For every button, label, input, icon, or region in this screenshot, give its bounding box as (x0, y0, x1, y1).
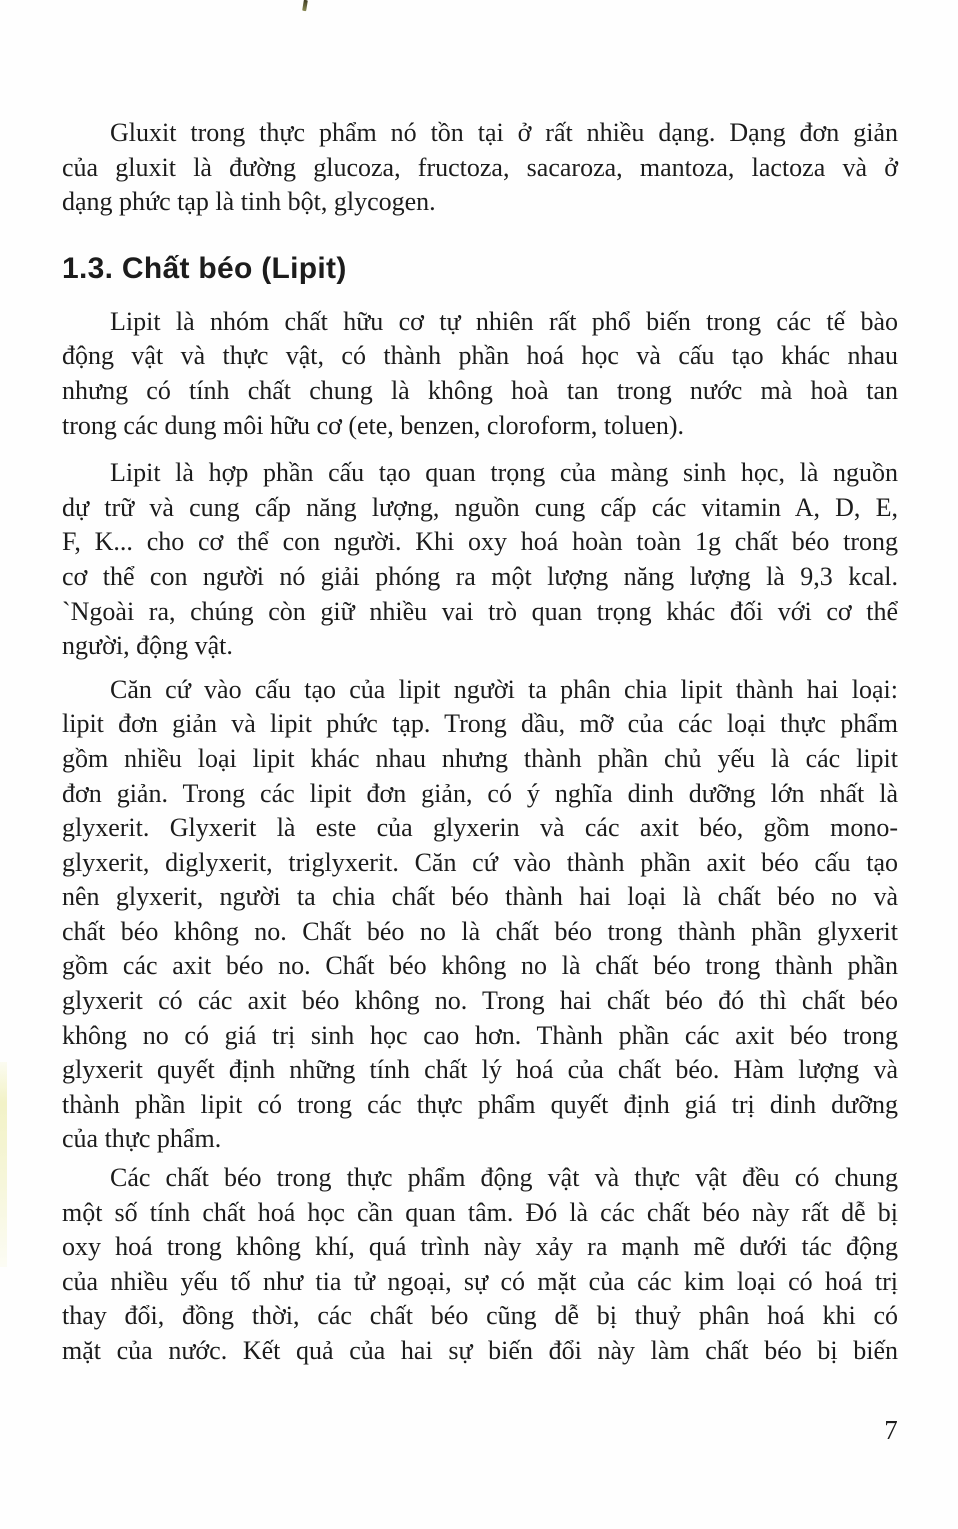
paragraph-lipit-chemical-properties (62, 1161, 898, 1369)
text-line: của nhiều yếu tố như tia tử ngoại, sự có mặt của các kim loại có hoá trị (62, 1266, 898, 1296)
scan-artifact-left-stripe (0, 1062, 7, 1267)
text-line: Lipit là hợp phần cấu tạo quan trọng của màng sinh học, là nguồn (110, 458, 898, 488)
text-line: glyxerit. Glyxerit là este của glyxerin và các axit béo, gồm mono- (62, 813, 898, 843)
text-line: đơn giản. Trong các lipit đơn giản, có ý nghĩa dinh dưỡng lớn nhất là (62, 778, 898, 808)
text-line: `Ngoài ra, chúng còn giữ nhiều vai trò quan trọng khác đối với cơ thể (62, 596, 898, 626)
paragraph-lipit-definition (62, 305, 898, 443)
text-line: Căn cứ vào cấu tạo của lipit người ta phân chia lipit thành hai loại: (110, 674, 898, 704)
text-line: không no có giá trị sinh học cao hơn. Thành phần các axit béo trong (62, 1020, 898, 1050)
text-line: người, động vật. (62, 631, 233, 661)
text-line: lipit đơn giản và lipit phức tạp. Trong dầu, mỡ của các loại thực phẩm (62, 709, 898, 739)
text-line: nên glyxerit, người ta chia chất béo thành hai loại là chất béo no và (62, 882, 898, 912)
text-line: glyxerit, diglyxerit, triglyxerit. Căn cứ vào thành phần axit béo cấu tạo (62, 847, 898, 877)
text-line: chất béo không no. Chất béo no là chất béo trong thành phần glyxerit (62, 916, 898, 946)
text-line: thay đổi, đồng thời, các chất béo cũng dễ bị thuỷ phân hoá khi có (62, 1301, 898, 1331)
text-block (62, 116, 898, 1369)
section-heading: 1.3. Chất béo (Lipit) (62, 251, 347, 285)
paragraph-gluxit (62, 116, 898, 220)
text-line: thành phần lipit có trong các thực phẩm quyết định giá trị dinh dưỡng (62, 1089, 898, 1119)
text-line: của thực phẩm. (62, 1124, 222, 1154)
text-line: của gluxit là đường glucoza, fructoza, sacaroza, mantoza, lactoza và ở (62, 152, 898, 182)
text-line: dự trữ và cung cấp năng lượng, nguồn cung cấp các vitamin A, D, E, (62, 492, 898, 522)
scan-artifact-top-tick (302, 0, 308, 11)
text-line: gồm các axit béo no. Chất béo không no là chất béo trong thành phần (62, 951, 898, 981)
text-line: động vật và thực vật, có thành phần hoá học và cấu tạo khác nhau (62, 341, 898, 371)
text-line: Các chất béo trong thực phẩm động vật và thực vật đều có chung (110, 1163, 898, 1193)
paragraph-lipit-classification (62, 673, 898, 1157)
text-line: glyxerit quyết định những tính chất lý hoá của chất béo. Hàm lượng và (62, 1055, 898, 1085)
text-line: trong các dung môi hữu cơ (ete, benzen, cloroform, toluen). (62, 410, 685, 440)
paragraph-lipit-role (62, 456, 898, 664)
text-line: glyxerit có các axit béo không no. Trong hai chất béo đó thì chất béo (62, 986, 898, 1016)
text-line: oxy hoá trong không khí, quá trình này xảy ra mạnh mẽ dưới tác động (62, 1232, 898, 1262)
text-line: Gluxit trong thực phẩm nó tồn tại ở rất nhiều dạng. Dạng đơn giản (110, 118, 898, 147)
text-line: dạng phức tạp là tinh bột, glycogen. (62, 187, 436, 217)
text-line: nhưng có tính chất chung là không hoà tan trong nước mà hoà tan (62, 375, 898, 405)
text-line: Lipit là nhóm chất hữu cơ tự nhiên rất phổ biến trong các tế bào (110, 306, 898, 336)
text-line: mặt của nước. Kết quả của hai sự biến đổi này làm chất béo bị biến (62, 1336, 898, 1365)
text-line: F, K... cho cơ thể con người. Khi oxy hoá hoàn toàn 1g chất béo trong (62, 527, 898, 557)
text-line: gồm nhiều loại lipit khác nhau nhưng thành phần chủ yếu là các lipit (62, 743, 898, 773)
text-line: cơ thể con người nó giải phóng ra một lượng năng lượng là 9,3 kcal. (62, 561, 898, 591)
page-number: 7 (884, 1415, 898, 1445)
text-line: một số tính chất hoá học cần quan tâm. Đó là các chất béo này rất dễ bị (62, 1197, 898, 1227)
